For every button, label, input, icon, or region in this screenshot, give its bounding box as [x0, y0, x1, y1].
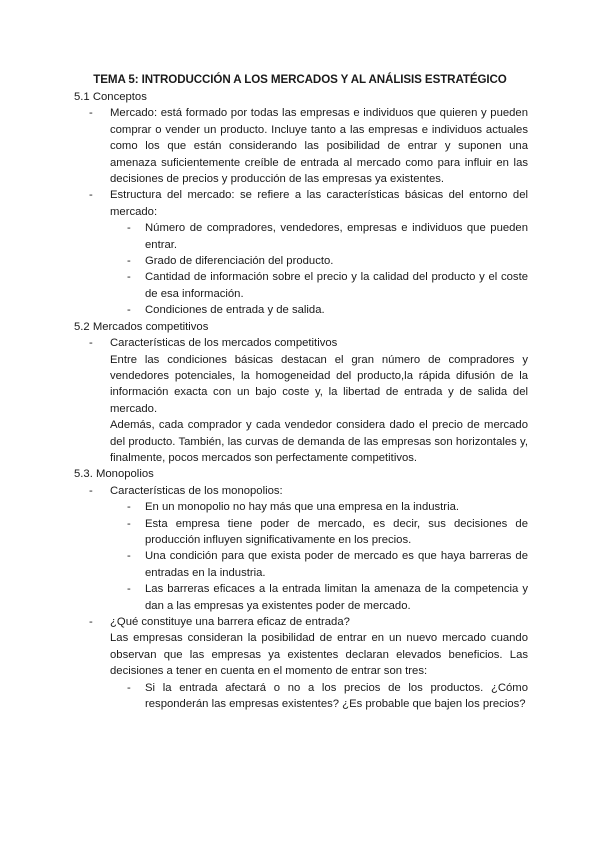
bullet-dash: - [127, 501, 131, 514]
bullet-caracteristicas-monopolios: - Características de los monopolios: [74, 483, 528, 499]
sub-bullet: - Las barreras eficaces a la entrada limitan la amenaza de la competencia y dan a las empresas ya existentes poder de mercado. [127, 583, 528, 612]
document-body [74, 89, 528, 712]
sub-bullet: - Si la entrada afectará o no a los precios de los productos. ¿Cómo responderán las empresas existentes? ¿Es probable que bajen los precios? [127, 681, 528, 711]
paragraph: Las empresas consideran la posibilidad de entrar en un nuevo mercado cuando observan que las empresas ya existentes declaran elevados beneficios. Las decisiones a tener en cuenta en el momento de entrar son tres: [110, 632, 528, 678]
bullet-caracteristicas-competitivos: - Características de los mercados competitivos [74, 335, 528, 351]
section-heading-monopolios: 5.3. Monopolios [74, 468, 154, 481]
document-title: TEMA 5: INTRODUCCIÓN A LOS MERCADOS Y AL ANÁLISIS ESTRATÉGICO [93, 73, 507, 86]
bullet-dash: - [127, 583, 131, 596]
sub-bullet: - Grado de diferenciación del producto. [74, 253, 528, 269]
bullet-dash: - [127, 681, 131, 694]
sub-bullet: - Cantidad de información sobre el precio y la calidad del producto y el coste de esa información. [127, 271, 528, 300]
bullet-dash: - [89, 337, 93, 350]
paragraph: Entre las condiciones básicas destacan el gran número de compradores y vendedores potenciales, la homogeneidad del producto,la rápida difusión de la información exacta con un bajo coste y, la libertad de entrada y de salida del mercado. [110, 353, 528, 415]
paragraph: Además, cada comprador y cada vendedor considera dado el precio de mercado del producto. También, las curvas de demanda de las empresas son horizontales y, finalmente, pocos mercados son perfectamente competitivos. [110, 419, 528, 464]
bullet-dash: - [127, 255, 131, 268]
bullet-dash: - [127, 304, 131, 317]
bullet-dash: - [89, 189, 93, 202]
sub-bullet: - Una condición para que exista poder de mercado es que haya barreras de entradas en la industria. [127, 550, 528, 579]
bullet-estructura-mercado: - Estructura del mercado: se refiere a las características básicas del entorno del mercado: [89, 189, 528, 218]
bullet-dash: - [127, 517, 131, 530]
bullet-dash: - [89, 107, 93, 120]
bullet-barrera-eficaz: - ¿Qué constituye una barrera eficaz de entrada? [74, 614, 528, 630]
sub-bullet: - Esta empresa tiene poder de mercado, es decir, sus decisiones de producción influyen significativamente en los precios. [127, 517, 528, 546]
bullet-dash: - [89, 616, 93, 628]
section-heading-mercados-competitivos: 5.2 Mercados competitivos [74, 320, 209, 333]
sub-bullet: - Condiciones de entrada y de salida. [74, 302, 528, 318]
bullet-dash: - [127, 271, 131, 284]
section-heading-conceptos: 5.1 Conceptos [74, 91, 147, 103]
sub-bullet: - En un monopolio no hay más que una empresa en la industria. [74, 499, 528, 515]
bullet-dash: - [127, 222, 131, 235]
bullet-dash: - [127, 550, 131, 563]
bullet-dash: - [89, 484, 93, 497]
sub-bullet: - Número de compradores, vendedores, empresas e individuos que pueden entrar. [127, 222, 528, 251]
bullet-mercado: - Mercado: está formado por todas las empresas e individuos que quieren y pueden comprar o vender un producto. Incluye tanto a las empresas e individuos actuales como los que están considerando las posibilidad de entrar y suponen una amenaza suficientemente creíble de entrada al mercado como para influir en las decisiones de precios y producción de las empresas ya existentes. [89, 107, 528, 186]
